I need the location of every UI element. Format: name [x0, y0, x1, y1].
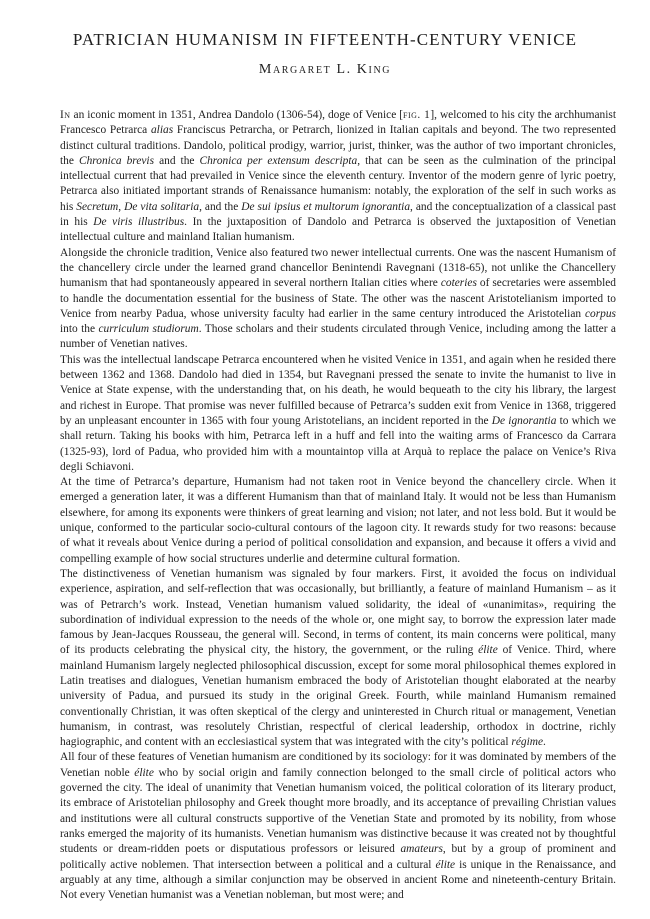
body-paragraph: [60, 108, 616, 246]
text-run: Franciscus Petrarcha, or Petrarch, lionized in Italian capitals and beyond. The two represented distinct cultural traditions. Dandolo, political prodigy, warrior, jurist, thinker, was the author of two important chronicles, the: [60, 124, 617, 167]
text-run: who by social origin and family connection belonged to the small circle of political actors who governed the city. The ideal of unanimity that Venetian humanism voiced, the political coloration of its literary product, its embrace of Aristotelian philosophy and Greek thought more broadly, and its acceptance of prevailing Christian values and institutions were all cultural constructs supportive of the Venetian State and promoted by its nobility, from whose ranks emerged the majority of its humanists. Venetian humanism was distinctive because it was created not by thoughtful students or dream-ridden poets or disputatious professors or leisured: [60, 766, 617, 856]
body-paragraph: [60, 567, 616, 751]
italic-text: coteries: [440, 277, 477, 290]
small-caps-text: In: [60, 109, 71, 121]
italic-text: Secretum: [76, 200, 119, 213]
text-run: .: [543, 736, 546, 749]
text-run: ,: [118, 200, 125, 213]
body-paragraph: [60, 353, 616, 475]
text-run: , and the: [199, 200, 242, 213]
text-run: . In the juxtaposition of Dandolo and Petrarca is observed the juxtaposition of Venetian intellectual culture and mainland Italian humanism.: [60, 216, 616, 244]
text-run: , and the conceptualization of a classical past in his: [60, 200, 616, 229]
text-run: of Venice. Third, where mainland Humanism largely neglected philosophical discussion, except for some moral philosophical themes explored in Latin treatises and dialogues, Venetian humanism embraced the body of Aristotelian thought elaborated at the nearby university of Padua, and pursued its study in the original Greek. Fourth, while mainland Humanism remained conventionally Christian, it was often skeptical of the clergy and uninterested in Church ritual or management, Venetian humanism, in contrast, was resolutely Christian, respectful of clerical leadership, orthodox in doctrine, richly hagiographic, and content with an ecclesiastical system that was integrated with the city’s political: [60, 644, 616, 749]
text-run: to which we shall return. Taking his books with him, Petrarca left in a huff and fell into the waiting arms of Francesco da Carrara (1325-93), lord of Padua, who provided him with a mountaintop villa at Arquà to replace the palace on Venice’s Riva degli Schiavoni.: [60, 414, 616, 473]
small-caps-text: fig. 1: [403, 109, 431, 121]
text-run: into the: [60, 323, 99, 336]
text-run: and the: [154, 154, 200, 167]
text-run: All four of these features of Venetian humanism are conditioned by its sociology: for it was dominated by members of the Venetian noble: [60, 751, 616, 779]
body-paragraph: [60, 750, 616, 903]
italic-text: élite: [435, 858, 456, 871]
text-run: of secretaries were assembled to handle the documentation essential for the business of State. The other was the nascent Aristotelianism imported to Venice from nearby Padua, whose university faculty had earlier in the same century introduced the Aristotelian: [60, 277, 616, 320]
text-run: This was the intellectual landscape Petrarca encountered when he visited Venice in 1351, and again when he resided there between 1362 and 1368. Dandolo had died in 1354, but Ravegnani pressed the senate to invite the humanist to live in Venice at State expense, with the understanding that, on his death, he would bequeath to the city his library, the largest and richest in Europe. That promise was never fulfilled because of Petrarca’s sudden exit from Venice in 1368, triggered by an unpleasant encounter in 1365 with four young Aristotelians, an incident reported in the: [60, 353, 616, 427]
italic-text: De sui ipsius et multorum ignorantia: [241, 200, 411, 213]
text-run: , that can be seen as the culmination of the principal intellectual current that had prevailed in Venice since the eleventh century. Inventor of the modern genre of lyric poetry, Petrarca also initiated important strands of Renaissance humanism: notably, the exploration of the self in such works as his: [60, 154, 617, 213]
text-run: The distinctiveness of Venetian humanism was signaled by four markers. First, it avoided the focus on individual experience, aspiration, and self-reflection that was occasionally, but brilliantly, a feature of mainland Humanism – as it was of Petrarch’s work. Instead, Venetian humanism valued solidarity, the ideal of «unanimitas», requiring the subordination of individual expression to the needs of the whole or, one might say, to borrow the expression later made famous by Jean-Jacques Rousseau, the general will. Second, in terms of content, its main concerns were political, many of its products celebrating the physical city, the history, the government, or the ruling: [60, 567, 616, 657]
text-run: Alongside the chronicle tradition, Venice also featured two newer intellectual currents. One was the nascent Humanism of the chancellery circle under the learned grand chancellor Benintendi Ravegnani (1318-65), not unlike the Chancellery humanism that had spontaneously appeared in several northern Italian cities where: [60, 246, 616, 290]
text-run: At the time of Petrarca’s departure, Humanism had not taken root in Venice beyond the chancellery circle. When it emerged a generation later, it was a different Humanism than that of mainland Italy. It would not be less than Humanism elsewhere, for among its exponents were thinkers of great learning and vision; not later, and not less bold. But it would be unique, conformed to the particular socio-cultural contours of the lagoon city. It rewards study for two reasons: because of what it reveals about Venice during a period of political consolidation and expansion, and because it offers a vivid and compelling example of how social structures underlie and determine cultural formation.: [60, 476, 616, 565]
italic-text: De viris illustribus: [93, 216, 185, 229]
italic-text: régime: [511, 736, 544, 749]
text-run: ], welcomed to his city the archhumanist Francesco Petrarca: [60, 109, 616, 137]
italic-text: De ignorantia: [491, 414, 557, 427]
italic-text: élite: [134, 766, 154, 779]
text-run: . Those scholars and their students circulated through Venice, including among the latter a number of Venetian natives.: [60, 323, 616, 351]
article-title: PATRICIAN HUMANISM IN FIFTEENTH-CENTURY VENICE: [72, 30, 578, 49]
italic-text: Chronica per extensum descripta: [199, 154, 358, 167]
body-paragraph: [60, 475, 616, 567]
body-paragraph: [60, 246, 616, 353]
italic-text: De vita solitaria: [124, 200, 200, 213]
italic-text: corpus: [584, 307, 616, 320]
text-run: an iconic moment in 1351, Andrea Dandolo (1306-54), doge of Venice [: [70, 109, 403, 121]
italic-text: alias: [150, 124, 174, 137]
article-body: [60, 108, 616, 903]
italic-text: curriculum studiorum: [98, 323, 199, 336]
italic-text: amateurs: [400, 843, 443, 856]
text-run: is unique in the Renaissance, and arguably at any time, although a similar conjunction may be observed in ancient Rome and nineteenth-century Britain. Not every Venetian humanist was a Venetian nobleman, but most were; and: [60, 858, 616, 902]
italic-text: élite: [478, 644, 498, 657]
article-author: Margaret L. King: [258, 62, 392, 77]
text-run: , but by a group of prominent and politically active noblemen. That intersection between a political and a cultural: [60, 843, 616, 871]
italic-text: Chronica brevis: [78, 154, 155, 167]
